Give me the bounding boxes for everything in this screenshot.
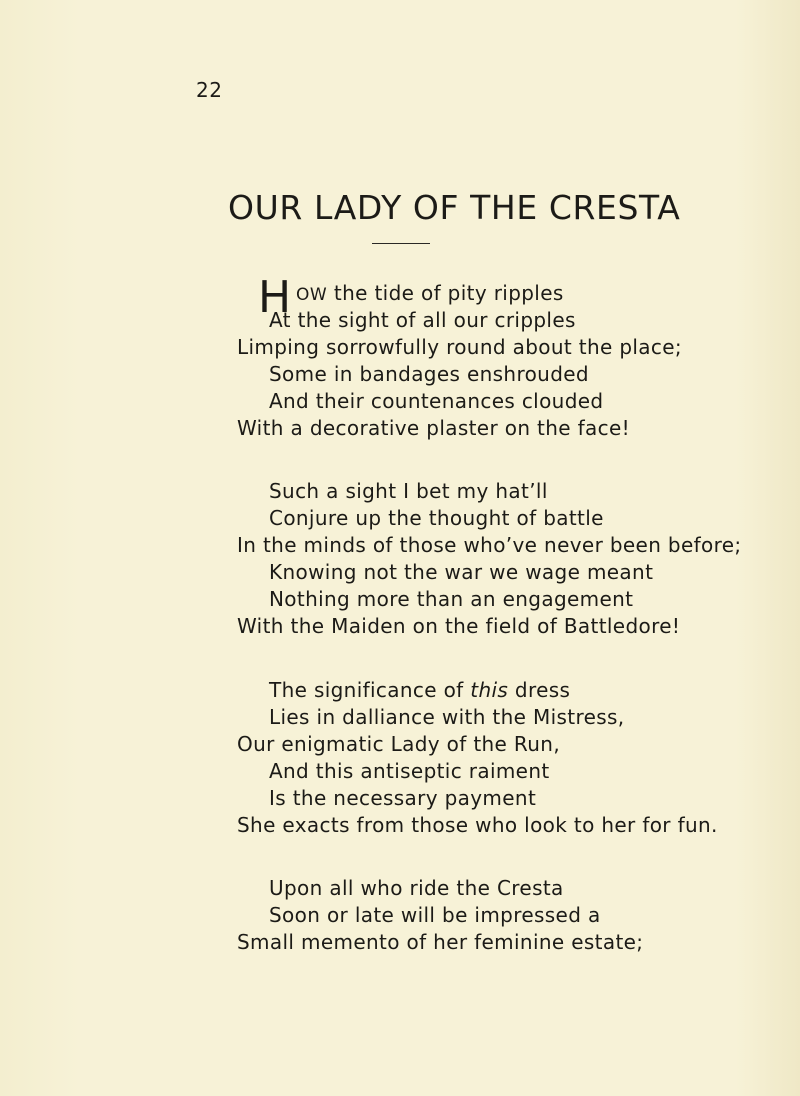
poem-line: In the minds of those who’ve never been before;: [237, 533, 742, 557]
poem-line: With a decorative plaster on the face!: [237, 416, 631, 440]
poem-line: Small memento of her feminine estate;: [237, 930, 644, 954]
page-number: 22: [196, 78, 223, 102]
poem-line: And this antiseptic raiment: [269, 759, 550, 783]
poem-line: And their countenances clouded: [269, 389, 604, 413]
poem-line: Conjure up the thought of battle: [269, 506, 604, 530]
poem-line: Such a sight I bet my hat’ll: [269, 479, 548, 503]
poem-line: [296, 283, 564, 304]
poem-title: OUR LADY OF THE CRESTA: [228, 188, 681, 227]
poem-line: Nothing more than an engagement: [269, 587, 634, 611]
line-text: The significance of: [269, 678, 471, 702]
poem-line: Soon or late will be impressed a: [269, 903, 601, 927]
poem-line: Limping sorrowfully round about the place;: [237, 335, 683, 359]
poem-line: She exacts from those who look to her for fun.: [237, 813, 718, 837]
first-word-caps: OW: [296, 285, 328, 305]
poem-line: Some in bandages enshrouded: [269, 362, 589, 386]
poem-line: Our enigmatic Lady of the Run,: [237, 732, 561, 756]
poem-line: Is the necessary payment: [269, 786, 537, 810]
poem-line: With the Maiden on the field of Battledore!: [237, 614, 681, 638]
italic-word: this: [470, 678, 509, 702]
line-text: dress: [508, 678, 571, 702]
first-line-rest: the tide of pity ripples: [327, 281, 564, 305]
drop-cap: H: [258, 272, 292, 323]
poem-line: [269, 680, 570, 700]
poem-line: Knowing not the war we wage meant: [269, 560, 654, 584]
poem-line: Upon all who ride the Cresta: [269, 876, 564, 900]
poem-line: At the sight of all our cripples: [269, 308, 576, 332]
poem-line: Lies in dalliance with the Mistress,: [269, 705, 625, 729]
title-divider: [372, 243, 430, 244]
